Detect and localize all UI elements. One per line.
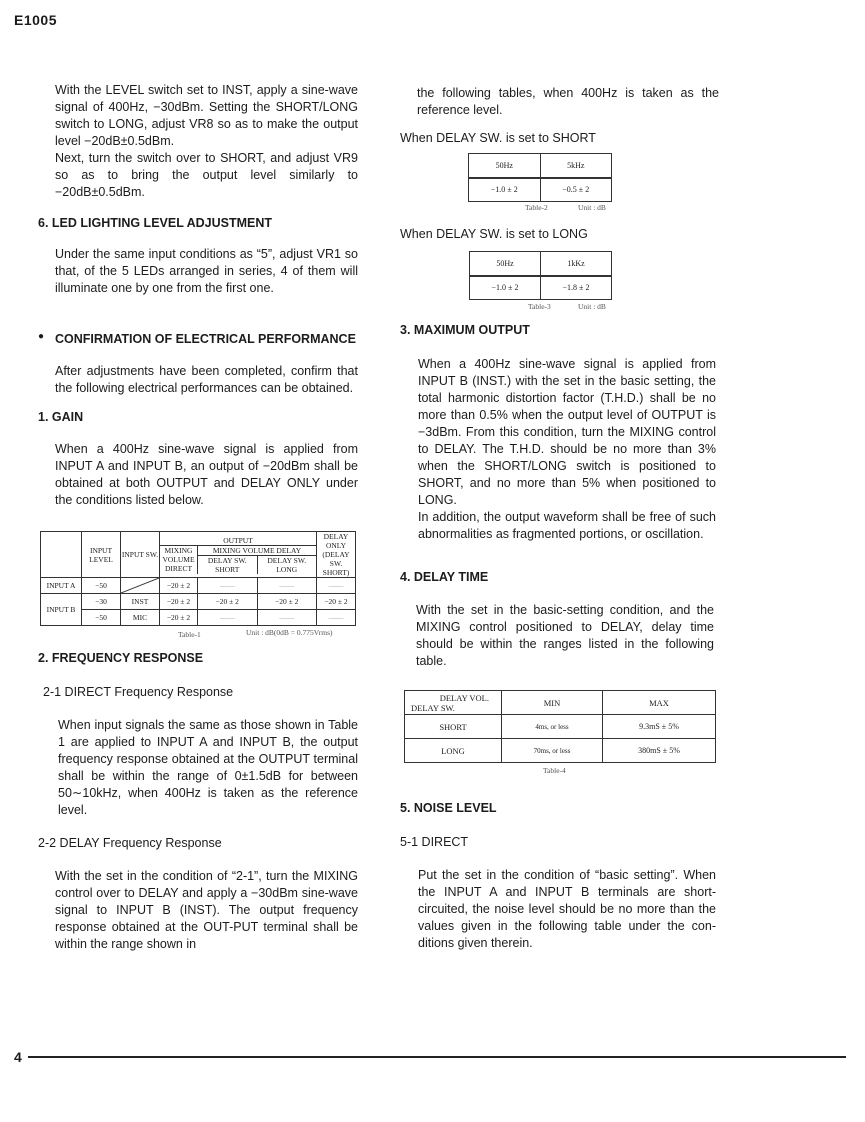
table1-corner	[41, 532, 82, 578]
table3-value-50hz: −1.0 ± 2	[470, 276, 541, 300]
table1-cell-long: ——	[257, 578, 317, 594]
section-5-1-heading: 5-1 DIRECT	[400, 835, 469, 849]
table4-header-max: MAX	[603, 691, 716, 715]
table4-row-min: 4ms, or less	[502, 715, 603, 739]
section-3-paragraph-1: When a 400Hz sine-wave signal is applied from INPUT B (INST.) with the set in the basic setting, the total harmonic distortion factor (T.H.D.) shall be no more than 0.5% when the output level of OUTPUT is −3dBm. From this condition, turn the MIXING control to DELAY. The T.H.D. should be no more than 3% when the SHORT/LONG switch is positioned to SHORT, and no more than 5% when positioned to LONG.	[418, 357, 716, 507]
table3-header-50hz: 50Hz	[470, 252, 541, 276]
table3-header-1kkz: 1kKz	[541, 252, 612, 276]
table1-cell-short: −20 ± 2	[198, 594, 258, 610]
confirmation-heading	[38, 331, 358, 347]
table1-header-output: OUTPUT MIXING VOLUME DIRECT MIXING VOLUME DELAY DELAY SW. SHORT DELAY SW. LONG	[160, 532, 317, 578]
section-6-heading: 6. LED LIGHTING LEVEL ADJUSTMENT	[38, 216, 273, 230]
footer-rule	[28, 1056, 846, 1058]
table-2-short	[468, 153, 612, 202]
section-1-text: When a 400Hz sine-wave signal is applied from INPUT A and INPUT B, an output of −20dBm shall be obtained at both OUTPUT and DELAY ONLY under the conditions listed below.	[55, 442, 358, 507]
section-2-2-heading: 2-2 DELAY Frequency Response	[38, 836, 222, 850]
table2-value-5khz: −0.5 ± 2	[540, 178, 612, 202]
table1-row-input-a-label: INPUT A	[41, 578, 82, 594]
table1-header-input-sw: INPUT SW.	[121, 532, 160, 578]
table1-cell-sw: MIC	[121, 610, 160, 626]
long-table-title: When DELAY SW. is set to LONG	[400, 227, 588, 241]
confirmation-text: After adjustments have been completed, confirm that the following electrical performances can be obtained.	[55, 364, 358, 395]
table4-row-max: 380mS ± 5%	[603, 739, 716, 763]
table1-cell-sw: INST	[121, 594, 160, 610]
continued-text: the following tables, when 400Hz is taken as the reference level.	[417, 86, 719, 117]
table1-cell-direct: −20 ± 2	[160, 610, 198, 626]
table1-cell-direct: −20 ± 2	[160, 578, 198, 594]
intro-paragraph-1: With the LEVEL switch set to INST, apply a sine-wave signal of 400Hz, −30dBm. Setting the SHORT/LONG switch to LONG, adjust VR8 so as to make the output level −20dB±0.5dBm.	[55, 83, 358, 148]
table1-cell-delay-only: ——	[317, 578, 356, 594]
table1-header-input-level: INPUT LEVEL	[82, 532, 121, 578]
confirmation-title: CONFIRMATION OF ELECTRICAL PERFORMANCE	[55, 332, 356, 346]
table-1-unit: Unit : dB(0dB = 0.775Vrms)	[246, 628, 333, 637]
table2-value-50hz: −1.0 ± 2	[469, 178, 541, 202]
table1-cell-long: ——	[257, 610, 317, 626]
section-5-1-text: Put the set in the condition of “basic setting”. When the INPUT A and INPUT B terminals are short-circuited, the noise level should be no more than the values given in the following table under the con-ditions given therein.	[418, 868, 716, 950]
table1-cell-level: −30	[82, 594, 121, 610]
table3-value-1kkz: −1.8 ± 2	[541, 276, 612, 300]
section-2-1-text: When input signals the same as those shown in Table 1 are applied to INPUT A and INPUT B, the output frequency response obtained at the OUTPUT terminal shall be within the range of 0±1.5dB for between 50∼10kHz, when 400Hz is taken as the reference level.	[58, 718, 358, 817]
table4-row-sw: LONG	[405, 739, 502, 763]
table1-row-input-b-label: INPUT B	[41, 594, 82, 626]
right-column	[400, 82, 720, 952]
table-1-gain	[40, 531, 356, 626]
table1-header-delay-only: DELAY ONLY (DELAY SW. SHORT)	[317, 532, 356, 578]
table1-cell-sw-na	[121, 578, 160, 594]
table4-row-max: 9.3mS ± 5%	[603, 715, 716, 739]
section-2-heading: 2. FREQUENCY RESPONSE	[38, 651, 204, 665]
table1-cell-short: ——	[198, 578, 258, 594]
table-3-unit: Unit : dB	[578, 302, 606, 311]
section-2-1-heading: 2-1 DIRECT Frequency Response	[43, 685, 234, 699]
section-3-paragraph-2: In addition, the output waveform shall be free of such abnormalities as fragmented portions, or oscillation.	[418, 510, 716, 541]
table1-cell-long: −20 ± 2	[257, 594, 317, 610]
section-3-heading: 3. MAXIMUM OUTPUT	[400, 323, 530, 337]
table4-row-min: 70ms, or less	[502, 739, 603, 763]
table-2-unit: Unit : dB	[578, 203, 606, 212]
table1-cell-level: −50	[82, 610, 121, 626]
section-6-text: Under the same input conditions as “5”, adjust VR1 so that, of the 5 LEDs arranged in series, 4 of them will illuminate one by one from the first one.	[55, 247, 358, 295]
section-2-2-text: With the set in the condition of “2-1”, turn the MIXING control over to DELAY and apply a −30dBm sine-wave signal to INPUT B (INST). The output frequency response obtained at the OUT-PUT terminal shall be within the range shown in	[55, 869, 358, 951]
document-model-code: E1005	[14, 12, 57, 28]
table2-header-5khz: 5kHz	[540, 154, 612, 178]
section-4-heading: 4. DELAY TIME	[400, 570, 489, 584]
table-3-caption: Table-3	[528, 302, 551, 311]
table1-cell-direct: −20 ± 2	[160, 594, 198, 610]
table-2-caption: Table-2	[525, 203, 548, 212]
bullet-icon: ●	[38, 331, 45, 342]
table1-cell-delay-only: ——	[317, 610, 356, 626]
section-5-heading: 5. NOISE LEVEL	[400, 801, 497, 815]
table-4-caption: Table-4	[543, 766, 566, 775]
left-column	[38, 82, 358, 953]
table4-header-min: MIN	[502, 691, 603, 715]
table4-header-corner: DELAY VOL. DELAY SW.	[405, 691, 502, 715]
table2-header-50hz: 50Hz	[469, 154, 541, 178]
intro-paragraph-2: Next, turn the switch over to SHORT, and adjust VR9 so as to bring the output level similarly to −20dB±0.5dBm.	[55, 151, 358, 199]
table1-cell-short: ——	[198, 610, 258, 626]
table1-cell-delay-only: −20 ± 2	[317, 594, 356, 610]
table-1-caption: Table-1	[178, 630, 201, 639]
page-number: 4	[14, 1049, 22, 1065]
table1-cell-level: −50	[82, 578, 121, 594]
section-1-heading: 1. GAIN	[38, 410, 84, 424]
short-table-title: When DELAY SW. is set to SHORT	[400, 131, 596, 145]
table-3-long	[469, 251, 612, 300]
table-4-delay-time	[404, 690, 716, 763]
table4-row-sw: SHORT	[405, 715, 502, 739]
section-4-text: With the set in the basic-setting condition, and the MIXING control positioned to DELAY, delay time should be within the ranges listed in the following table.	[416, 603, 714, 668]
